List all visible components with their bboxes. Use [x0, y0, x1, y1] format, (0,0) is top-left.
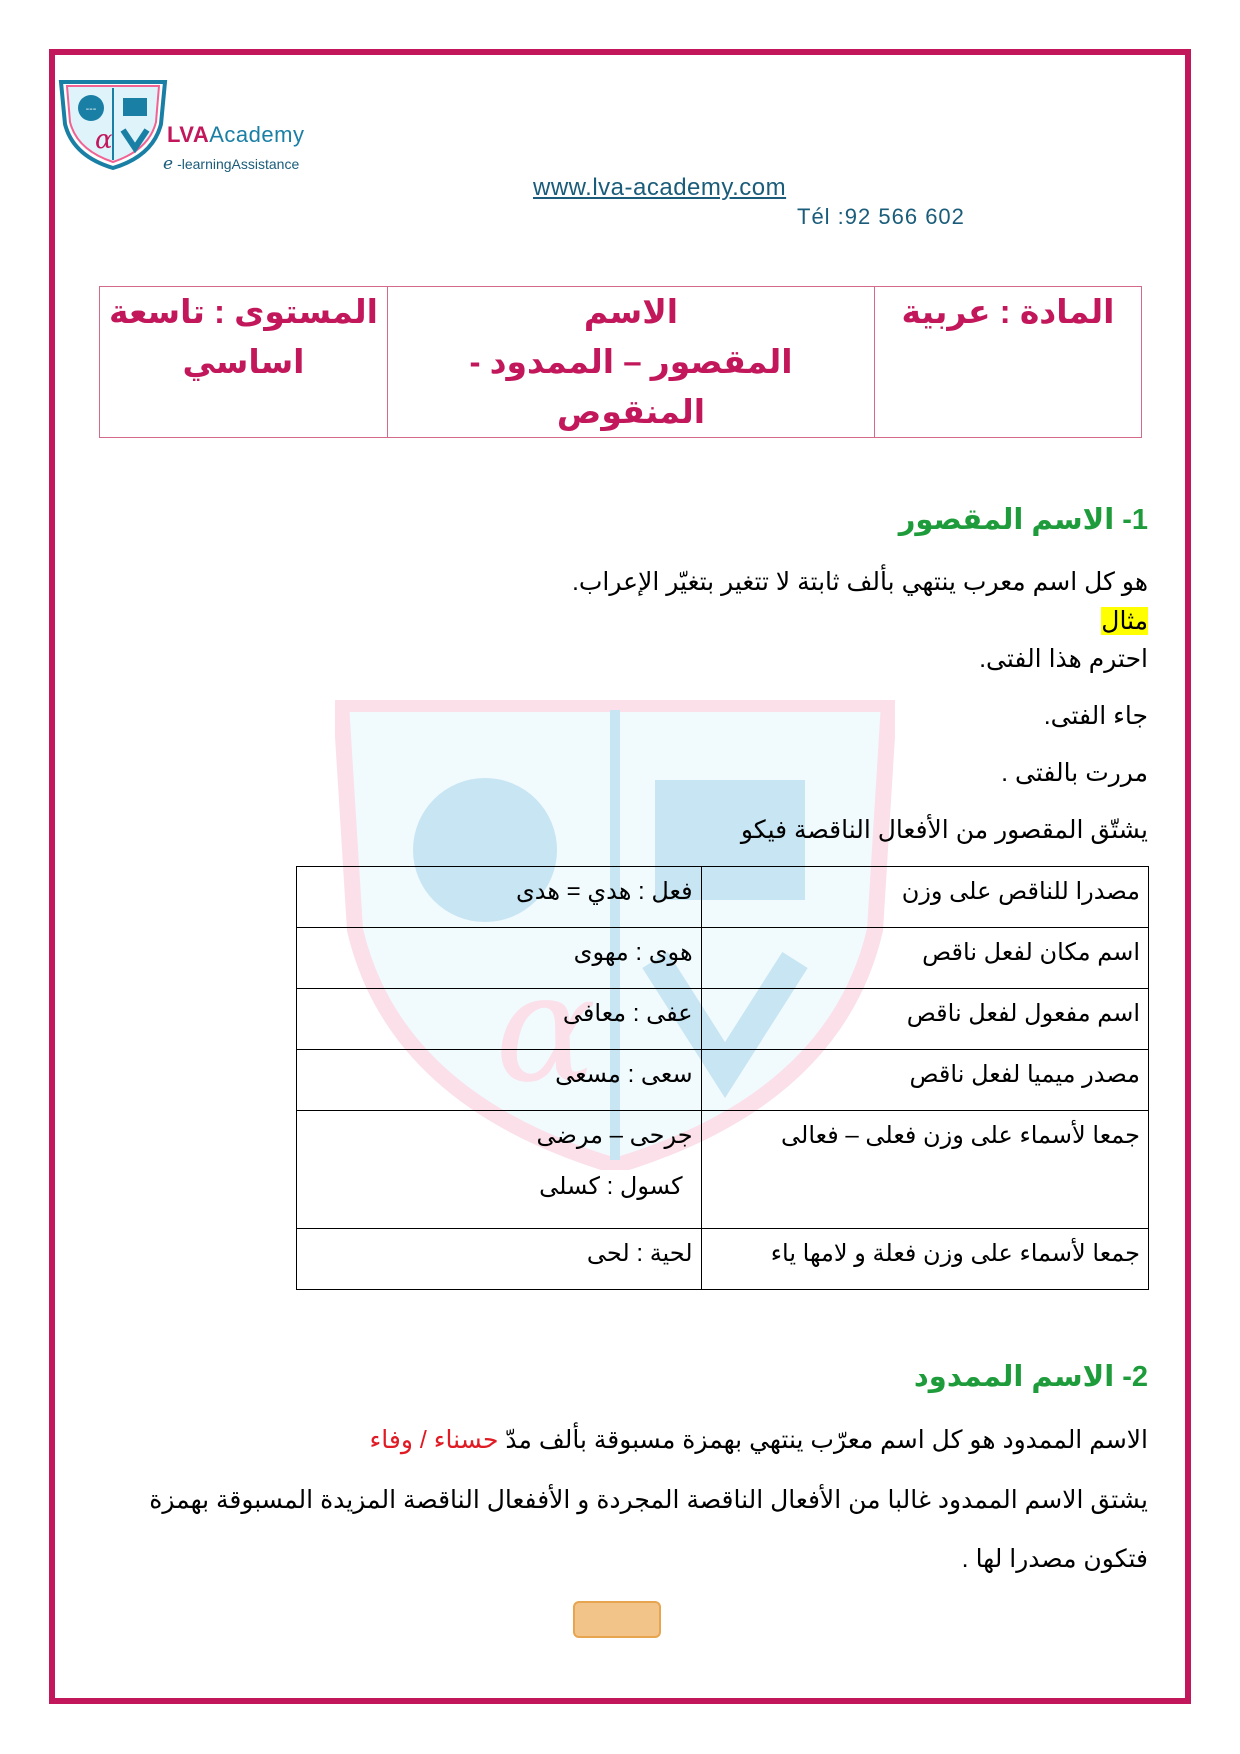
telephone: Tél :92 566 602: [797, 204, 965, 229]
example-cell: سعى : مسعى: [297, 1050, 702, 1111]
derivation-table: [296, 866, 1149, 1290]
table-row: [297, 989, 1149, 1050]
svg-text:---: ---: [85, 104, 97, 115]
table-row: [297, 1050, 1149, 1111]
svg-text:α: α: [95, 125, 113, 155]
example-cell: لحية : لحى: [297, 1229, 702, 1290]
example-cell: عفى : معافى: [297, 989, 702, 1050]
pattern-cell: مصدرا للناقص على وزن: [701, 867, 1148, 928]
section1-definition: هو كل اسم معرب ينتهي بألف ثابتة لا تتغير بتغيّر الإعراب.: [571, 568, 1148, 596]
section2-text: فتكون مصدرا لها .: [961, 1545, 1148, 1573]
brand-tagline: e -learningAssistance: [163, 154, 300, 174]
table-row: [297, 1111, 1149, 1229]
section2-text: يشتق الاسم الممدود غالبا من الأفعال الناقصة المجردة و الأففعال الناقصة المزيدة المسبوقة بهمزة: [149, 1486, 1148, 1514]
brand-name: LVAAcademy: [167, 122, 305, 147]
pattern-cell: اسم مفعول لفعل ناقص: [701, 989, 1148, 1050]
lesson-info-table: [99, 286, 1142, 438]
level-cell: المستوى : تاسعة اساسي: [100, 287, 388, 438]
pattern-cell: جمعا لأسماء على وزن فعلى – فعالى: [701, 1111, 1148, 1229]
section2-definition: الاسم الممدود هو كل اسم معرّب ينتهي بهمزة مسبوقة بألف مدّ حسناء / وفاء: [369, 1426, 1148, 1454]
example-cell: هوى : مهوى: [297, 928, 702, 989]
pattern-cell: اسم مكان لفعل ناقص: [701, 928, 1148, 989]
svg-text:α: α: [495, 942, 597, 1116]
pattern-cell: جمعا لأسماء على وزن فعلة و لامها ياء: [701, 1229, 1148, 1290]
lva-academy-logo: [57, 78, 169, 170]
page-number-box: [573, 1601, 661, 1638]
example-line: احترم هذا الفتى.: [979, 645, 1148, 673]
pattern-cell: مصدر ميميا لفعل ناقص: [701, 1050, 1148, 1111]
table-row: [297, 928, 1149, 989]
example-line: مررت بالفتى .: [1001, 759, 1148, 787]
example-label: مثال: [1101, 607, 1148, 635]
example-line: جاء الفتى.: [1043, 702, 1148, 730]
section1-heading: 1- الاسم المقصور: [898, 504, 1148, 536]
table-row: [297, 1229, 1149, 1290]
derivation-intro: يشتّق المقصور من الأفعال الناقصة فيكو: [740, 816, 1148, 844]
lesson-title-cell: الاسم المقصور – الممدود - المنقوص: [388, 287, 875, 438]
section2-heading: 2- الاسم الممدود: [913, 1361, 1148, 1393]
table-row: [297, 867, 1149, 928]
website-link[interactable]: www.lva-academy.com: [533, 174, 787, 201]
example-cell: جرحى – مرضى كسول : كسلى: [297, 1111, 702, 1229]
subject-cell: المادة : عربية: [875, 287, 1142, 438]
example-cell: فعل : هدي = هدى: [297, 867, 702, 928]
